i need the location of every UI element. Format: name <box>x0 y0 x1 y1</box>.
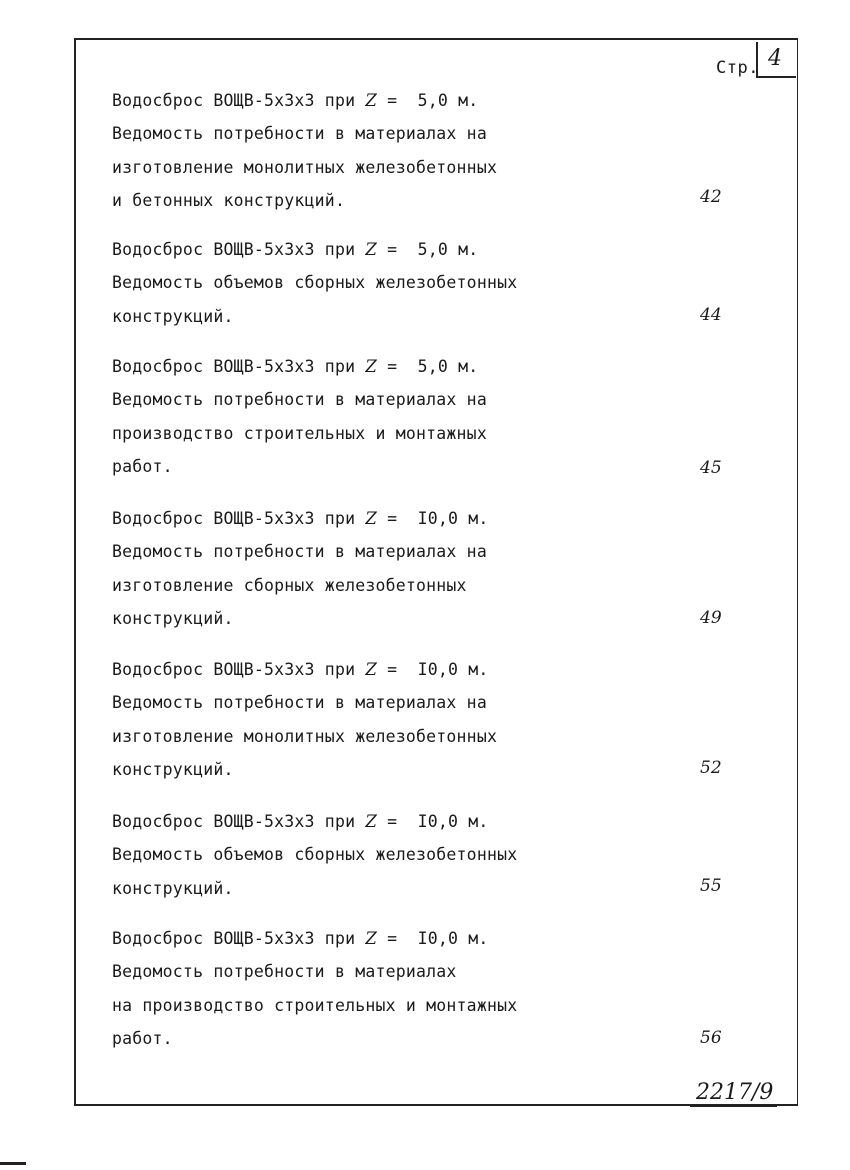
entry-line: конструкций. <box>112 878 234 898</box>
entry-line: Ведомость потребности в материалах на <box>112 542 487 562</box>
heading-prefix: Водосброс ВОЩВ-5х3х3 при <box>112 91 366 110</box>
entry-heading <box>112 84 497 117</box>
heading-z-symbol: Z <box>365 91 378 110</box>
entry-page-number: 42 <box>700 187 722 207</box>
contents-entry <box>112 502 489 636</box>
entry-heading <box>112 653 497 686</box>
entry-line: производство строительных и монтажных <box>112 423 487 443</box>
entry-page-number: 49 <box>700 608 722 628</box>
entry-heading <box>112 922 517 955</box>
contents-entry <box>112 233 517 333</box>
page-number: 4 <box>768 46 782 71</box>
heading-prefix: Водосброс ВОЩВ-5х3х3 при <box>112 509 366 528</box>
heading-suffix: = I0,0 м. <box>377 812 489 831</box>
entry-line: работ. <box>112 1029 173 1049</box>
entry-line: на производство строительных и монтажных <box>112 995 518 1015</box>
entry-heading <box>112 233 517 266</box>
entry-line: Ведомость объемов сборных железобетонных <box>112 273 518 293</box>
entry-line: изготовление сборных железобетонных <box>112 575 467 595</box>
heading-prefix: Водосброс ВОЩВ-5х3х3 при <box>112 240 366 259</box>
entry-line: конструкций. <box>112 609 234 629</box>
entry-page-number: 45 <box>700 458 722 478</box>
heading-z-symbol: Z <box>365 660 378 679</box>
entry-page-number: 55 <box>700 876 722 896</box>
heading-prefix: Водосброс ВОЩВ-5х3х3 при <box>112 929 366 948</box>
contents-entry <box>112 805 517 905</box>
entry-heading <box>112 350 487 383</box>
contents-entry <box>112 350 487 484</box>
heading-suffix: = 5,0 м. <box>377 357 479 376</box>
entry-line: изготовление монолитных железобетонных <box>112 157 498 177</box>
entry-page-number: 52 <box>700 758 722 778</box>
page-label: Стр. <box>716 58 759 78</box>
entry-line: конструкций. <box>112 306 234 326</box>
entry-line: изготовление монолитных железобетонных <box>112 726 498 746</box>
entry-heading <box>112 805 517 838</box>
heading-suffix: = I0,0 м. <box>377 509 489 528</box>
heading-suffix: = I0,0 м. <box>377 660 489 679</box>
corner-mark <box>0 1162 26 1165</box>
entry-line: Ведомость объемов сборных железобетонных <box>112 845 518 865</box>
entry-line: Ведомость потребности в материалах <box>112 962 457 982</box>
contents-entry <box>112 84 497 218</box>
heading-suffix: = I0,0 м. <box>377 929 489 948</box>
heading-z-symbol: Z <box>365 240 378 259</box>
document-code: 2217/9 <box>690 1080 777 1107</box>
entry-page-number: 44 <box>700 305 722 325</box>
entry-heading <box>112 502 489 535</box>
heading-z-symbol: Z <box>365 929 378 948</box>
heading-z-symbol: Z <box>365 357 378 376</box>
entry-line: работ. <box>112 457 173 477</box>
heading-z-symbol: Z <box>365 812 378 831</box>
heading-suffix: = 5,0 м. <box>377 91 479 110</box>
contents-entry <box>112 922 517 1056</box>
entry-line: Ведомость потребности в материалах на <box>112 693 487 713</box>
heading-prefix: Водосброс ВОЩВ-5х3х3 при <box>112 812 366 831</box>
heading-z-symbol: Z <box>365 509 378 528</box>
entry-line: и бетонных конструкций. <box>112 191 346 211</box>
contents-entry <box>112 653 497 787</box>
heading-prefix: Водосброс ВОЩВ-5х3х3 при <box>112 660 366 679</box>
entry-line: конструкций. <box>112 760 234 780</box>
heading-prefix: Водосброс ВОЩВ-5х3х3 при <box>112 357 366 376</box>
entry-line: Ведомость потребности в материалах на <box>112 124 487 144</box>
entry-page-number: 56 <box>700 1028 722 1048</box>
heading-suffix: = 5,0 м. <box>377 240 479 259</box>
entry-line: Ведомость потребности в материалах на <box>112 390 487 410</box>
